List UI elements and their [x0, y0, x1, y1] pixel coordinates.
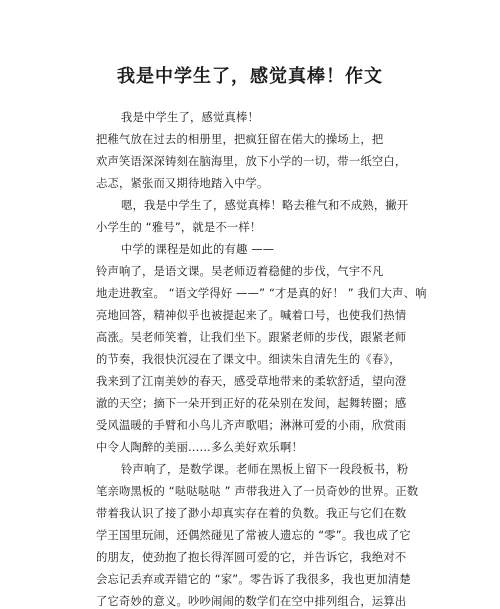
text-line: 我来到了江南美妙的春天，感受草地带来的柔软舒适，望向澄 [96, 375, 407, 388]
page-title: 我是中学生了，感觉真棒！作文 [117, 66, 383, 87]
text-line: 中学的课程是如此的有趣 —— [121, 243, 275, 256]
text-line: 了它奇妙的意义。吵吵闹闹的数学们在空中排列组合，运算出 [96, 595, 407, 608]
text-line: 中令人陶醉的美丽……多么美好欢乐啊！ [96, 441, 303, 454]
text-line: 欢声笑语深深铸刻在脑海里，放下小学的一切，带一纸空白， [96, 155, 407, 168]
text-line: 高涨。吴老师笑着，让我们坐下。跟紧老师的步伐，跟紧老师 [96, 331, 407, 344]
text-line: 笔亲吻黑板的 “哒哒哒哒 ” 声带我进入了一员奇妙的世界。正数 [96, 485, 419, 498]
text-line: 嗯，我是中学生了，感觉真棒！略去稚气和不成熟，撇开 [121, 199, 409, 212]
text-line: 我是中学生了，感觉真棒！ [121, 111, 259, 124]
text-line: 铃声响了，是数学课。老师在黑板上留下一段段板书，粉 [121, 463, 409, 476]
text-line: 会忘记丢弃或弄错它的 “家”。零告诉了我很多，我也更加清楚 [96, 573, 411, 586]
text-line: 学王国里玩闹，还偶然碰见了常被人遗忘的 “零”。我也成了它 [96, 529, 411, 542]
text-line: 的节奏，我很快沉浸在了课文中。细读朱自清先生的《春》， [96, 353, 401, 366]
text-line: 澈的天空；摘下一朵开到正好的花朵别在发间，起舞转圈；感 [96, 397, 407, 410]
text-line: 受风温暖的手臂和小鸟儿齐声歌唱；淋淋可爱的小雨，欣赏雨 [96, 419, 407, 432]
text-line: 亮地回答，精神似乎也被提起来了。喊着口号，也使我们热情 [96, 309, 407, 322]
text-line: 地走进教室。 “语文学得好 ——” “才是真的好！ ” 我们大声、响 [96, 287, 427, 300]
text-line: 的朋友，使劲抱了抱长得浑圆可爱的它，并告诉它，我绝对不 [96, 551, 407, 564]
text-line: 铃声响了，是语文课。吴老师迈着稳健的步伐，气宇不凡 [96, 265, 384, 278]
text-line: 小学生的 “雅号”，就是不一样！ [96, 221, 262, 234]
text-line: 带着我认识了接了渺小却真实存在着的负数。我正与它们在数 [96, 507, 407, 520]
text-line: 忐忑，紧张而又期待地踏入中学。 [96, 177, 269, 190]
text-line: 把稚气放在过去的相册里，把疯狂留在偌大的操场上，把 [96, 133, 384, 146]
